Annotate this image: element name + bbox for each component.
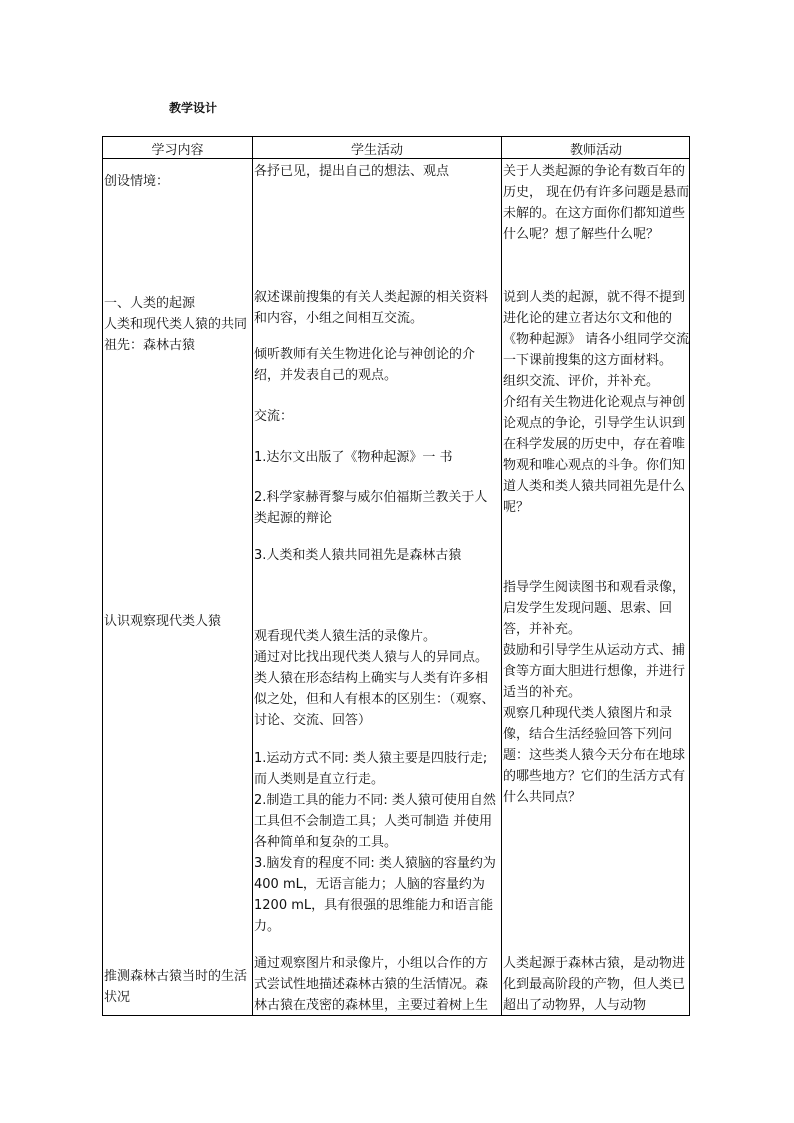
header-student: 学生活动 <box>350 143 403 158</box>
header-divider <box>103 158 689 159</box>
student-p8: 观看现代类人猿生活的录像片。 通过对比找出现代类人猿与人的异同点。类人猿在形态结构上确实与人类有许多相似之处，但和人有根本的区别生：（观察、讨论、交流、回答） <box>254 629 495 728</box>
column-divider <box>501 137 502 1015</box>
content-infer: 推测森林古猿当时的生活状况 <box>104 969 248 1005</box>
teacher-p3: 指导学生阅读图书和观看录像，启发学生发现问题、思索、回答，并补充。 鼓励和引导学生从运动方式、捕食等方面大胆进行想像，并进行适当的补充。 观察几种现代类人猿图片和录像，结合生活经验回答下列问题：这些类人猿今天分布在地球的哪些地方？它们的生活方式有什么共同点？ <box>503 580 686 805</box>
teacher-p2: 说到人类的起源，就不得不提到进化论的建立者达尔文和他的《物种起源》 请各小组同学交流一下课前搜集的这方面材料。 组织交流、评价，并补充。 介绍有关生物进化论观点与神创论观点的争论，引导学生认识到在科学发展的历史中，存在着唯物观和唯心观点的斗争。你们知道人类和类人猿共同祖先是什么呢？ <box>503 290 690 515</box>
teacher-p4: 人类起源于森林古猿，是动物进化到最高阶段的产物，但人类已超出了动物界，人与动物 <box>503 956 686 1013</box>
student-p5: 1.达尔文出版了《物种起源》一 书 <box>254 450 453 465</box>
student-p2: 叙述课前搜集的有关人类起源的相关资料和内容，小组之间相互交流。 <box>254 290 489 326</box>
student-p4: 交流： <box>254 409 294 424</box>
student-p9: 1.运动方式不同: 类人猿主要是四肢行走;而人类则是直立行走。 2.制造工具的能力不同: 类人猿可使用自然工具但不会制造工具；人类可制造 并使用各种简单和复杂的工具。 3.脑发育的程度不同: 类人猿脑的容量约为 400 mL，无语言能力；人脑的容量约为 1200 mL，具有很强的思维能力和语言能力。 <box>254 751 496 934</box>
student-p1: 各抒已见，提出自己的想法、观点 <box>254 164 450 179</box>
student-p7: 3.人类和类人猿共同祖先是森林古猿 <box>254 548 462 563</box>
document-title: 教学设计 <box>169 101 218 115</box>
column-divider <box>252 137 253 1015</box>
content-observe: 认识观察现代类人猿 <box>104 614 222 629</box>
student-p6: 2.科学家赫胥黎与威尔伯福斯兰教关于人类起源的辩论 <box>254 490 488 526</box>
content-origin: 一、人类的起源 人类和现代类人猿的共同祖先：森林古猿 <box>104 296 248 353</box>
content-intro: 创设情境： <box>104 174 170 189</box>
student-p3: 倾听教师有关生物进化论与神创论的介绍，并发表自己的观点。 <box>254 347 476 383</box>
header-teacher: 教师活动 <box>569 143 622 158</box>
lesson-table <box>102 136 690 1016</box>
header-content: 学习内容 <box>151 143 204 158</box>
teacher-p1: 关于人类起源的争论有数百年的历史， 现在仍有许多问题是悬而未解的。在这方面你们都知道些什么呢？想了解些什么呢？ <box>503 164 690 242</box>
student-p10: 通过观察图片和录像片，小组以合作的方式尝试性地描述森林古猿的生活情况。森林古猿在茂密的森林里，主要过着树上生 <box>254 956 489 1013</box>
